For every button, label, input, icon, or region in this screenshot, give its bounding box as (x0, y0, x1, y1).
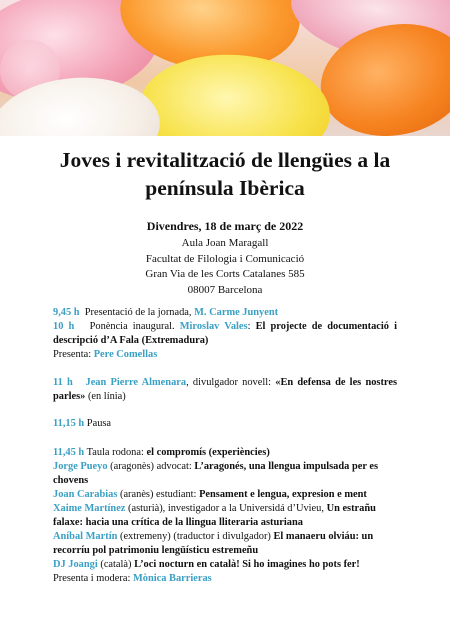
presenter-name: Pere Comellas (93, 349, 158, 360)
speaker-item (53, 558, 397, 572)
program-opening (53, 306, 397, 362)
address-line: 08007 Barcelona (187, 283, 263, 296)
talk-title: El manaeru olviáu: un recorríu pol patrimoniu lengüísticu estremeñu (53, 531, 374, 556)
time: 9,45 h (53, 307, 80, 318)
program-item (53, 572, 397, 586)
program-item (53, 446, 397, 460)
speaker-name: Miroslav Vales (179, 321, 248, 332)
speaker-name: Jorge Pueyo (53, 461, 108, 472)
speaker-item (53, 460, 397, 488)
speaker-name: Jean Pierre Almenara (85, 377, 187, 388)
candy-photo (0, 0, 450, 136)
item-text: Pausa (86, 418, 112, 429)
talk-title: Pensament e lengua, expresion e ment (199, 489, 367, 500)
program-roundtable (53, 446, 397, 586)
moderator-name: Mònica Barrieras (132, 573, 212, 584)
program-item: 10 h Ponència inaugural. Miroslav Vales: El projecte de documentació i descripció d’A Fala (Extremadura) (53, 321, 397, 346)
program-break (53, 417, 397, 431)
talk-title: L’aragonés, una llengua impulsada per es chovens (53, 461, 379, 486)
talk-title: Un estrañu falaxe: hacia una crítica de la llingua lliteraria asturiana (53, 503, 376, 528)
talk-title: El projecte de documentació i descripció d’A Fala (Extremadura) (53, 321, 397, 346)
time: 11,45 h (53, 447, 85, 458)
item-text: Presentació de la jornada, (84, 307, 192, 318)
event-address (0, 236, 450, 298)
program-item (53, 306, 397, 320)
speaker-name: Xaime Martínez (53, 503, 126, 514)
speaker-item (53, 488, 397, 502)
address-line: Aula Joan Maragall (181, 237, 269, 249)
speaker-role: (aragonès) advocat: (110, 461, 192, 472)
speaker-role: (asturià), investigador a la Universidá d’Uvieu, (128, 503, 324, 514)
speaker-name: Aníbal Martín (53, 531, 118, 542)
speaker-role: (extremeny) (traductor i divulgador) (119, 531, 271, 542)
moderator-label: Presenta i modera: (53, 573, 131, 584)
speaker-name: DJ Joangi (53, 559, 98, 570)
talk-note: (en línia) (87, 391, 126, 402)
event-date: Divendres, 18 de març de 2022 (146, 219, 304, 233)
topic: el compromís (experiències) (146, 447, 270, 458)
time: 11,15 h (53, 418, 85, 429)
yellow-candy (136, 49, 333, 136)
presenter-label: Presenta: (53, 349, 92, 360)
talk-title: L’oci nocturn en català! Si ho imagines ho pots fer! (134, 559, 360, 570)
item-text: Taula rodona: (86, 447, 144, 458)
program-item (53, 376, 397, 404)
speaker-role: (aranès) estudiant: (119, 489, 197, 500)
talk-title: «En defensa de les nostres parles» (53, 377, 398, 402)
speaker-name: Joan Carabias (53, 489, 118, 500)
time: 10 h (53, 321, 75, 332)
time: 11 h (53, 377, 73, 388)
address-line: Gran Via de les Corts Catalanes 585 (145, 268, 305, 280)
item-text: Ponència inaugural. (89, 321, 175, 332)
program-item (53, 348, 397, 362)
page-title: Joves i revitalització de llengües a la península Ibèrica (59, 148, 391, 200)
speaker-item (53, 530, 397, 558)
program-talk (53, 376, 397, 404)
item-text: , divulgador novell: (186, 377, 272, 388)
speaker-name: M. Carme Junyent (194, 307, 279, 318)
speaker-role: (català) (100, 559, 132, 570)
program-item (53, 417, 397, 431)
speaker-item (53, 502, 397, 530)
address-line: Facultat de Filologia i Comunicació (145, 252, 305, 265)
